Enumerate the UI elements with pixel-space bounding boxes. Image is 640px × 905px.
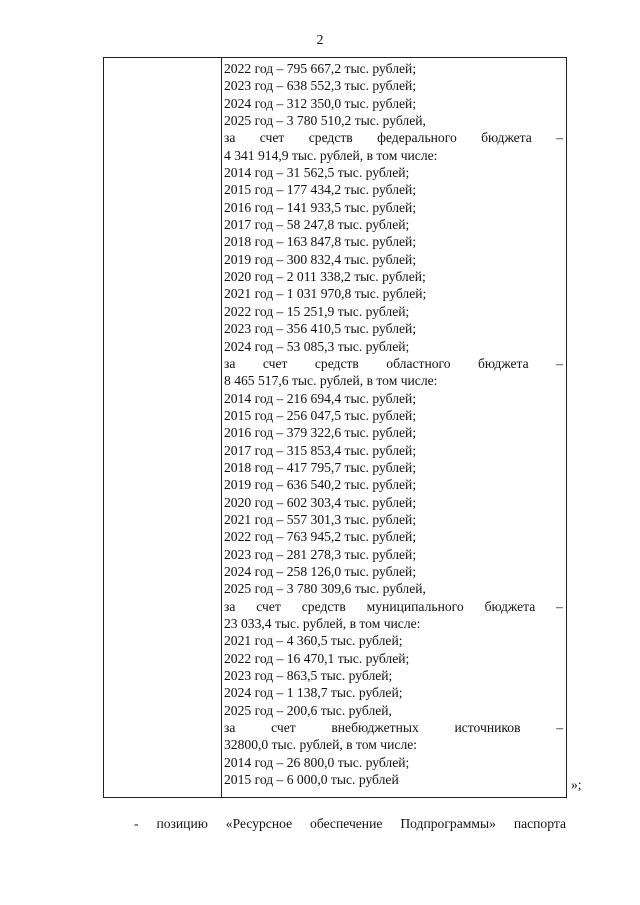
word: счет <box>256 598 281 614</box>
funding-line: 2017 год – 58 247,8 тыс. рублей; <box>224 217 410 233</box>
funding-line: 2019 год – 636 540,2 тыс. рублей; <box>224 477 417 493</box>
funding-lines <box>224 60 563 788</box>
closing-quote: »; <box>571 777 582 792</box>
word: федерального <box>377 130 457 146</box>
funding-line: 2022 год – 15 251,9 тыс. рублей; <box>224 303 410 319</box>
funding-line: 2023 год – 356 410,5 тыс. рублей; <box>224 321 417 337</box>
word: бюджета <box>478 355 529 371</box>
funding-line: 2025 год – 3 780 510,2 тыс. рублей, <box>224 113 426 129</box>
word: за <box>224 355 236 371</box>
funding-line: 2024 год – 53 085,3 тыс. рублей; <box>224 338 410 354</box>
word: средств <box>301 598 346 614</box>
funding-line: 2021 год – 4 360,5 тыс. рублей; <box>224 633 403 649</box>
word: – <box>556 355 563 371</box>
funding-line: 2020 год – 2 011 338,2 тыс. рублей; <box>224 269 426 285</box>
word: «Ресурсное <box>225 816 293 831</box>
column-divider <box>221 58 222 797</box>
bottom-paragraph <box>134 815 566 832</box>
funding-source-line <box>224 355 563 372</box>
word: Подпрограммы» <box>400 816 496 831</box>
funding-line: 2018 год – 163 847,8 тыс. рублей; <box>224 234 417 250</box>
funding-line: 2024 год – 1 138,7 тыс. рублей; <box>224 685 403 701</box>
word: источников <box>454 720 521 736</box>
funding-line: 2016 год – 379 322,6 тыс. рублей; <box>224 425 417 441</box>
word: счет <box>262 355 288 371</box>
funding-line: 2020 год – 602 303,4 тыс. рублей; <box>224 494 417 510</box>
word: – <box>556 130 563 146</box>
funding-source-line <box>224 598 563 615</box>
word: средств <box>308 130 353 146</box>
funding-line: 2018 год – 417 795,7 тыс. рублей; <box>224 459 417 475</box>
word: позицию <box>156 816 208 831</box>
funding-line: 2016 год – 141 933,5 тыс. рублей; <box>224 199 417 215</box>
word: за <box>224 130 236 146</box>
word: за <box>224 720 236 736</box>
word: – <box>556 720 563 736</box>
funding-line: 32800,0 тыс. рублей, в том числе: <box>224 737 418 753</box>
funding-line: 2021 год – 1 031 970,8 тыс. рублей; <box>224 286 427 302</box>
funding-line: 2015 год – 177 434,2 тыс. рублей; <box>224 182 417 198</box>
funding-line: 2024 год – 258 126,0 тыс. рублей; <box>224 563 417 579</box>
funding-line: 2024 год – 312 350,0 тыс. рублей; <box>224 95 417 111</box>
page-number: 2 <box>316 33 324 48</box>
word: счет <box>259 130 285 146</box>
word: областного <box>386 355 451 371</box>
funding-line: 2022 год – 16 470,1 тыс. рублей; <box>224 650 410 666</box>
word: средств <box>314 355 359 371</box>
funding-line: 2025 год – 200,6 тыс. рублей, <box>224 702 392 718</box>
funding-source-line <box>224 129 563 146</box>
funding-line: 2023 год – 863,5 тыс. рублей; <box>224 668 393 684</box>
funding-line: 2017 год – 315 853,4 тыс. рублей; <box>224 442 417 458</box>
word: паспорта <box>513 816 566 831</box>
funding-line: 2023 год – 281 278,3 тыс. рублей; <box>224 546 417 562</box>
funding-source-line <box>224 719 563 736</box>
word: внебюджетных <box>331 720 419 736</box>
funding-line: 8 465 517,6 тыс. рублей, в том числе: <box>224 373 438 389</box>
word: обеспечение <box>310 816 383 831</box>
word: за <box>224 598 236 614</box>
funding-line: 2025 год – 3 780 309,6 тыс. рублей, <box>224 581 426 597</box>
funding-line: 2015 год – 256 047,5 тыс. рублей; <box>224 407 417 423</box>
word: бюджета <box>484 598 536 614</box>
funding-line: 2022 год – 795 667,2 тыс. рублей; <box>224 61 417 76</box>
funding-line: 2023 год – 638 552,3 тыс. рублей; <box>224 78 417 94</box>
word: - <box>134 816 139 831</box>
funding-line: 2014 год – 26 800,0 тыс. рублей; <box>224 754 410 770</box>
funding-line: 2022 год – 763 945,2 тыс. рублей; <box>224 529 417 545</box>
funding-line: 23 033,4 тыс. рублей, в том числе: <box>224 616 421 631</box>
funding-line: 2015 год – 6 000,0 тыс. рублей <box>224 772 399 788</box>
word: – <box>556 598 563 614</box>
word: бюджета <box>481 130 532 146</box>
funding-line: 2019 год – 300 832,4 тыс. рублей; <box>224 251 417 267</box>
funding-line: 4 341 914,9 тыс. рублей, в том числе: <box>224 147 438 163</box>
funding-line: 2014 год – 31 562,5 тыс. рублей; <box>224 165 410 181</box>
word: счет <box>271 720 296 736</box>
funding-line: 2014 год – 216 694,4 тыс. рублей; <box>224 390 417 406</box>
funding-line: 2021 год – 557 301,3 тыс. рублей; <box>224 511 417 527</box>
word: муниципального <box>366 598 464 614</box>
